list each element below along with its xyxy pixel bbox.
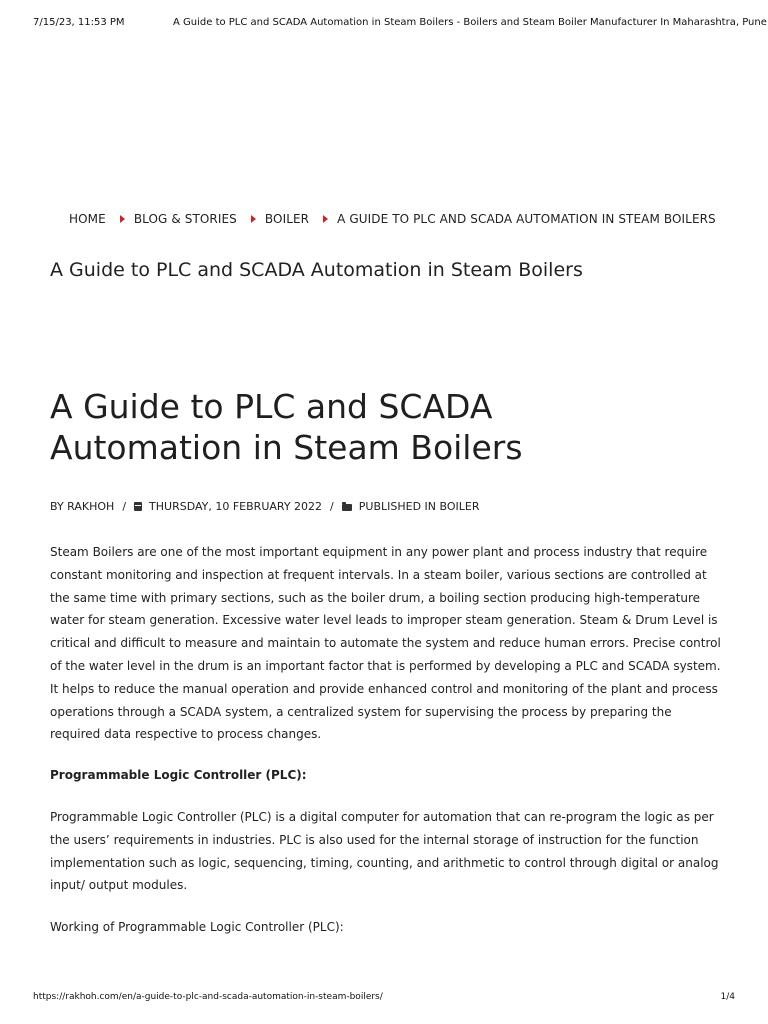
article-title: A Guide to PLC and SCADA Automation in Steam Boilers [50,387,523,467]
breadcrumb-current-page: A GUIDE TO PLC AND SCADA AUTOMATION IN STEAM BOILERS [337,212,716,226]
breadcrumb-caret-icon [251,215,256,223]
meta-separator: / [122,500,127,513]
breadcrumb [69,212,716,226]
page-heading: A Guide to PLC and SCADA Automation in Steam Boilers [50,259,583,281]
print-datetime: 7/15/23, 11:53 PM [33,17,125,28]
breadcrumb-boiler-link[interactable]: BOILER [264,212,310,226]
print-document-title: A Guide to PLC and SCADA Automation in Steam Boilers - Boilers and Steam Boiler Manufacturer In Maharashtra, Pune [173,17,767,28]
article-paragraph-plc: Programmable Logic Controller (PLC) is a digital computer for automation that can re-program the logic as per the users’ requirements in industries. PLC is also used for the internal storage of instruction for the function implementation such as logic, sequencing, timing, counting, and arithmetic to control through digital or analog input/ output modules. [50,810,719,893]
breadcrumb-blog-link[interactable]: BLOG & STORIES [133,212,237,226]
breadcrumb-caret-icon [120,215,125,223]
breadcrumb-caret-icon [323,215,328,223]
calendar-icon [134,502,142,511]
article-paragraph-working: Working of Programmable Logic Controller (PLC): [50,920,344,934]
breadcrumb-home-link[interactable]: HOME [69,212,106,226]
page-indicator: 1/4 [720,992,735,1002]
folder-icon [342,504,352,511]
article-paragraph-intro: Steam Boilers are one of the most important equipment in any power plant and process industry that require constant monitoring and inspection at frequent intervals. In a steam boiler, various sections are controlled at the same time with primary sections, such as the boiler drum, a boiling section producing high-temperature water for steam generation. Excessive water level leads to improper steam generation. Steam & Drum Level is critical and difficult to measure and maintain to automate the system and reduce human errors. Precise control of the water level in the drum is an important factor that is performed by developing a PLC and SCADA system. It helps to reduce the manual operation and provide enhanced control and monitoring of the plant and process operations through a SCADA system, a centralized system for supervising the process by preparing the required data respective to process changes. [50,545,721,742]
article-meta [50,500,480,513]
plc-subheading: Programmable Logic Controller (PLC): [50,768,307,782]
category-link[interactable]: PUBLISHED IN BOILER [358,500,480,513]
publish-date: THURSDAY, 10 FEBRUARY 2022 [149,500,323,513]
meta-separator: / [330,500,334,513]
author-link[interactable]: BY RAKHOH [50,500,115,513]
print-url: https://rakhoh.com/en/a-guide-to-plc-and-scada-automation-in-steam-boilers/ [33,992,383,1002]
